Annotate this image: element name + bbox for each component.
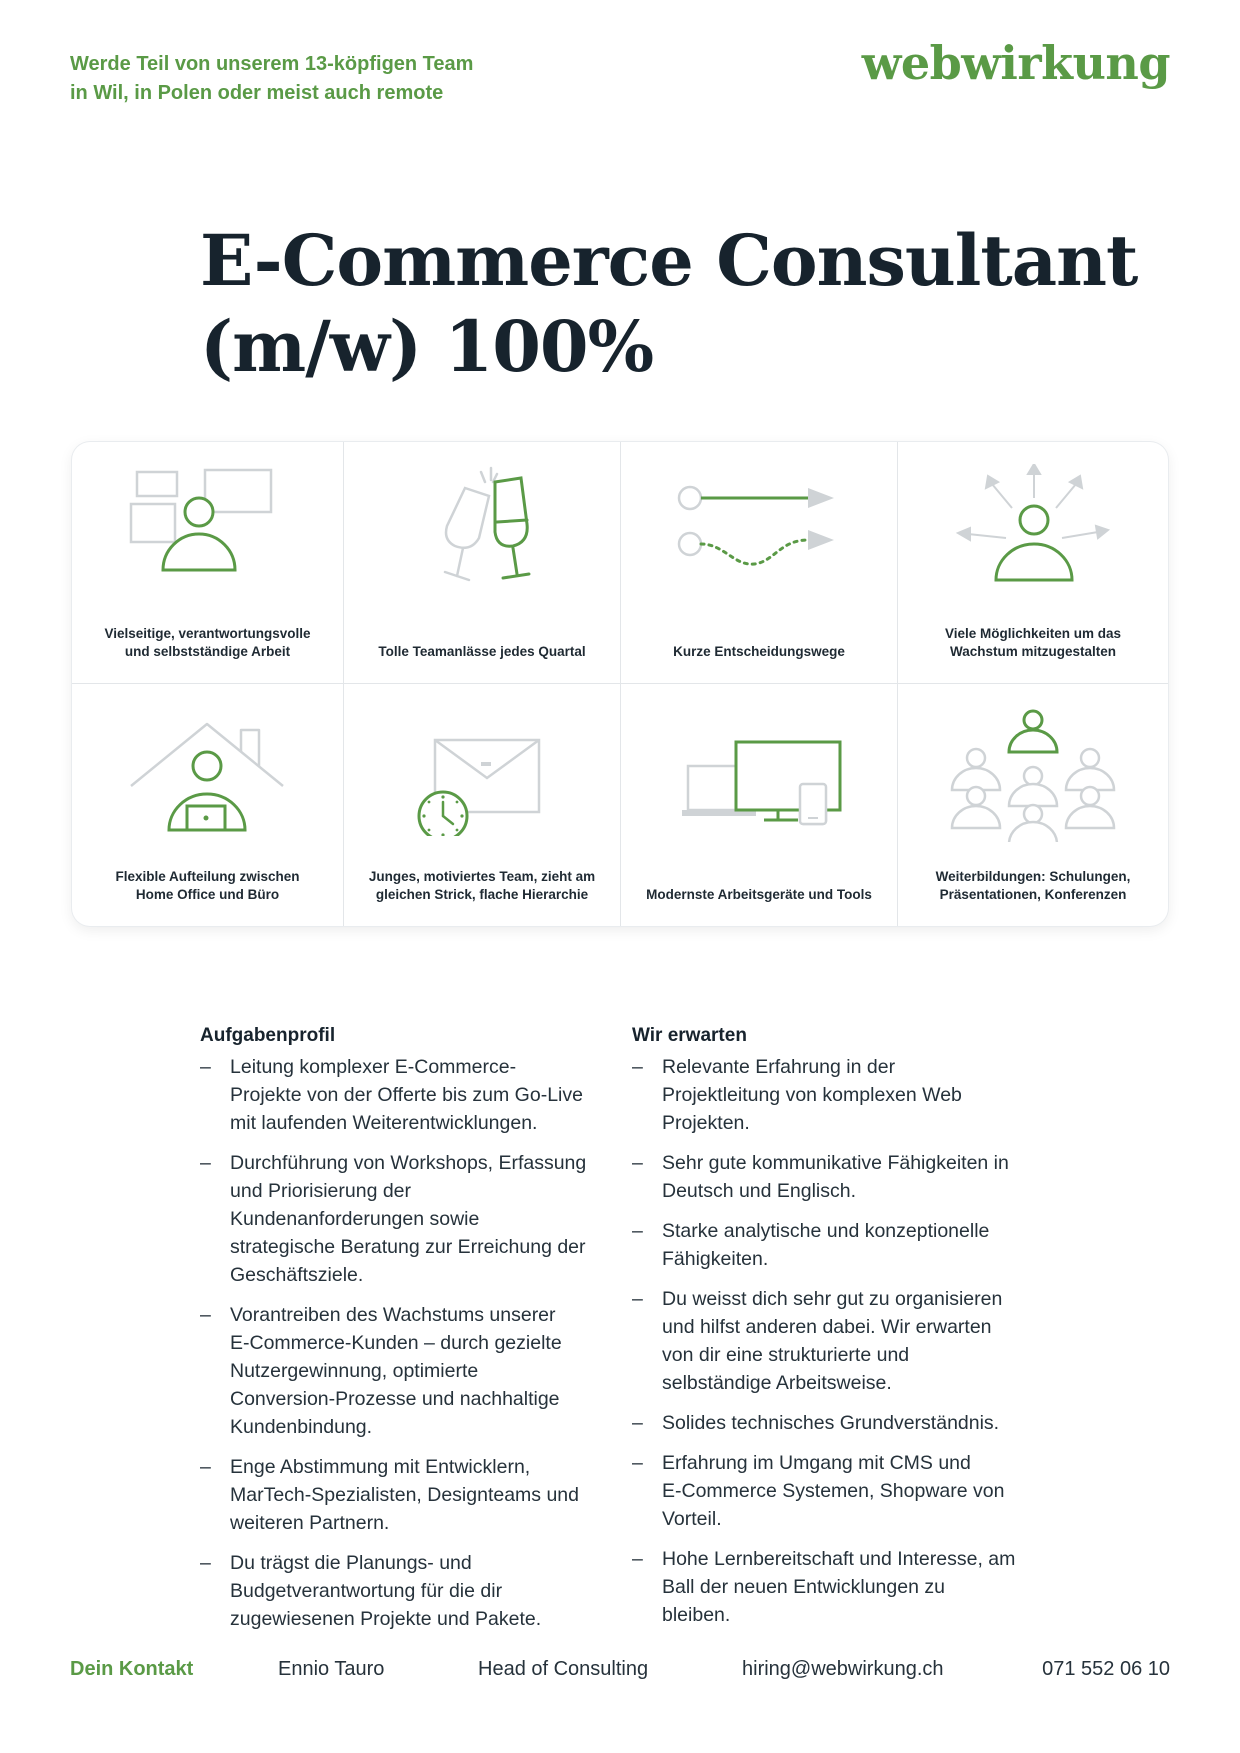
- expectations-list: [632, 1053, 1052, 1629]
- benefit-label: Tolle Teamanlässe jedes Quartal: [378, 644, 586, 659]
- title-line-1: E-Commerce Consultant: [200, 219, 1138, 302]
- list-item: – Solides technisches Grundverständnis.: [632, 1409, 1052, 1437]
- contact-name: Ennio Tauro: [278, 1658, 385, 1680]
- benefit-tile: [72, 442, 344, 684]
- benefit-tile: [72, 684, 344, 926]
- list-item: – Hohe Lernbereitschaft und Interesse, am Ball der neuen Entwicklungen zu bleiben.: [632, 1545, 1052, 1629]
- benefit-label: Flexible Aufteilung zwischen Home Office und Büro: [115, 869, 300, 902]
- tagline-line-2: in Wil, in Polen oder meist auch remote: [70, 82, 444, 104]
- benefit-tile: [898, 684, 1168, 926]
- list-item: – Enge Abstimmung mit Entwicklern, MarTech-Spezialisten, Designteams und weiteren Partnern.: [200, 1453, 620, 1537]
- benefit-tile: [621, 442, 898, 684]
- contact-phone-link[interactable]: 071 552 06 10: [1042, 1658, 1170, 1680]
- list-item: – Du weisst dich sehr gut zu organisieren und hilfst anderen dabei. Wir erwarten von dir eine strukturierte und selbständige Arbeitsweise.: [632, 1285, 1052, 1397]
- contact-role: Head of Consulting: [478, 1658, 649, 1680]
- list-item: – Durchführung von Workshops, Erfassung und Priorisierung der Kundenanforderungen sowie strategische Beratung zur Erreichung der Geschäftsziele.: [200, 1149, 620, 1289]
- title-line-2: (m/w) 100%: [200, 305, 654, 388]
- benefit-label: Kurze Entscheidungswege: [673, 644, 845, 659]
- list-item: – Du trägst die Planungs- und Budgetverantwortung für die dir zugewiesenen Projekte und Pakete.: [200, 1549, 620, 1633]
- home-office-icon: [123, 706, 293, 836]
- contact-footer: [70, 1658, 1170, 1688]
- company-logo[interactable]: webwirkung: [861, 36, 1170, 90]
- list-item: – Vorantreiben des Wachstums unserer E-Commerce-Kunden – durch gezielte Nutzergewinnung, optimierte Conversion-Prozesse und nachhaltige Kundenbindung.: [200, 1301, 620, 1441]
- envelope-clock-icon: [397, 706, 567, 836]
- audience-presenter-icon: [948, 706, 1118, 842]
- benefit-label: Junges, motiviertes Team, zieht am gleichen Strick, flache Hierarchie: [368, 869, 596, 902]
- devices-icon: [674, 706, 844, 836]
- list-item: – Relevante Erfahrung in der Projektleitung von komplexen Web Projekten.: [632, 1053, 1052, 1137]
- direct-path-arrows-icon: [674, 464, 844, 594]
- benefit-label: Vielseitige, verantwortungsvolle und selbstständige Arbeit: [104, 626, 311, 659]
- contact-email-link[interactable]: hiring@webwirkung.ch: [742, 1658, 944, 1680]
- page-title: [200, 218, 1137, 390]
- task-list: [200, 1053, 620, 1633]
- contact-label: Dein Kontakt: [70, 1658, 194, 1680]
- benefit-tile: [621, 684, 898, 926]
- benefit-tile: [898, 442, 1168, 684]
- champagne-toast-icon: [397, 464, 567, 594]
- list-item: – Sehr gute kommunikative Fähigkeiten in Deutsch und Englisch.: [632, 1149, 1052, 1205]
- list-item: – Starke analytische und konzeptionelle Fähigkeiten.: [632, 1217, 1052, 1273]
- tagline-line-1: Werde Teil von unserem 13-köpfigen Team: [70, 53, 474, 75]
- task-profile-heading: Aufgabenprofil: [200, 1025, 336, 1046]
- header-tagline: [70, 50, 473, 108]
- benefit-tile: [344, 684, 621, 926]
- person-growth-arrows-icon: [948, 464, 1118, 594]
- person-screens-icon: [123, 464, 293, 594]
- expectations-section: [632, 1022, 1052, 1641]
- benefit-label: Weiterbildungen: Schulungen, Präsentationen, Konferenzen: [935, 869, 1131, 902]
- benefit-tile: [344, 442, 621, 684]
- list-item: – Erfahrung im Umgang mit CMS und E-Commerce Systemen, Shopware von Vorteil.: [632, 1449, 1052, 1533]
- task-profile-section: [200, 1022, 620, 1645]
- list-item: – Leitung komplexer E-Commerce- Projekte von der Offerte bis zum Go-Live mit laufenden Weiterentwicklungen.: [200, 1053, 620, 1137]
- expectations-heading: Wir erwarten: [632, 1025, 747, 1046]
- benefit-label: Viele Möglichkeiten um das Wachstum mitzugestalten: [944, 626, 1122, 659]
- benefits-grid: [72, 442, 1168, 926]
- benefit-label: Modernste Arbeitsgeräte und Tools: [646, 887, 872, 902]
